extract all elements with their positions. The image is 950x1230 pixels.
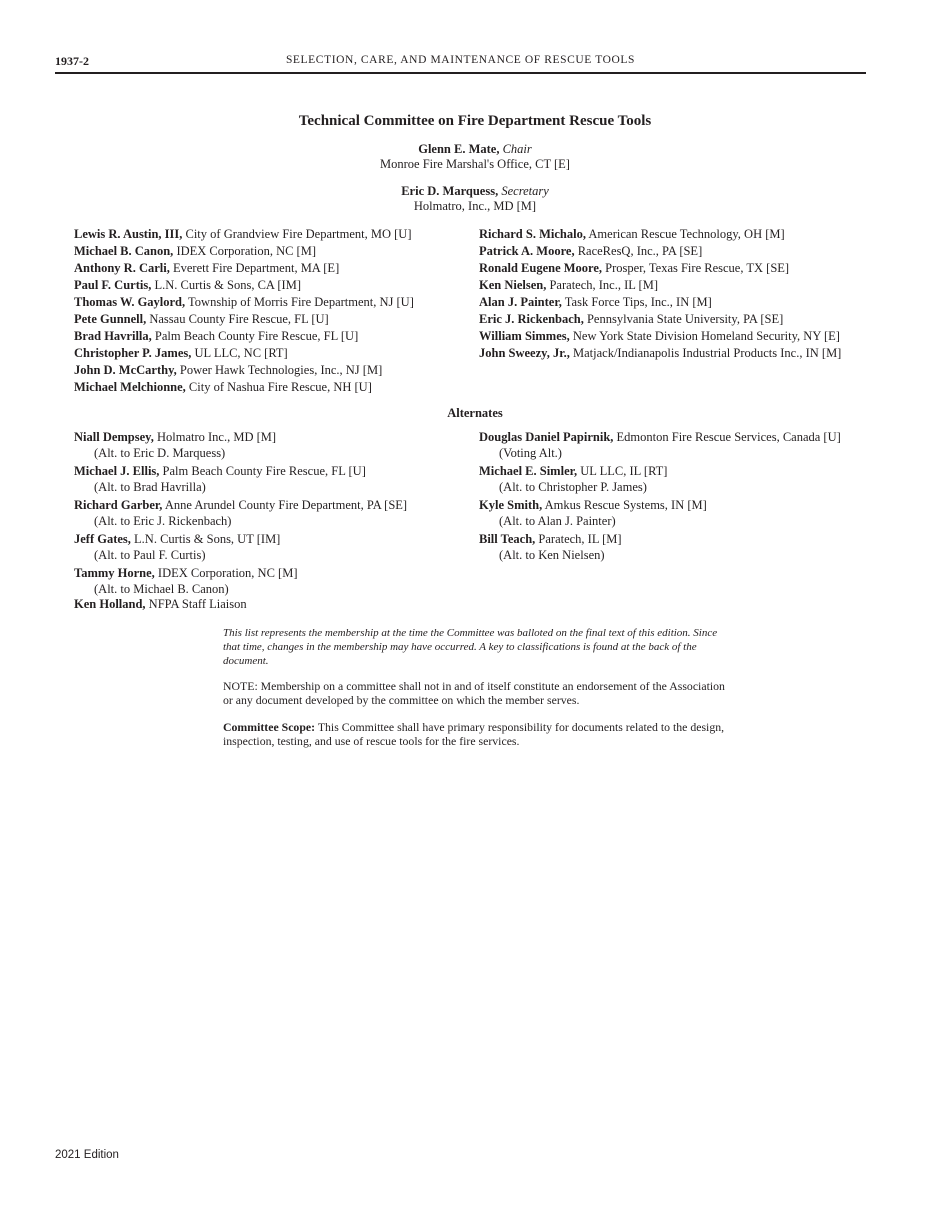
chair-block [0,142,950,172]
member-name: Brad Havrilla, [74,329,152,343]
alternate-name: Michael E. Simler, [479,464,578,478]
member-name: Thomas W. Gaylord, [74,295,186,309]
members-right-column [479,226,849,362]
alternate-name: Douglas Daniel Papirnik, [479,430,614,444]
alternate-affiliation: Anne Arundel County Fire Department, PA [SE] [164,498,408,512]
secretary-role: Secretary [501,184,549,198]
committee-scope [223,720,728,748]
member-affiliation: City of Nashua Fire Rescue, NH [U] [188,380,372,394]
alternate-entry [479,463,849,494]
alternate-for: (Voting Alt.) [499,446,562,460]
staff-liaison-role: NFPA Staff Liaison [148,597,247,611]
member-affiliation: IDEX Corporation, NC [M] [176,244,317,258]
member-affiliation: Township of Morris Fire Department, NJ [U] [188,295,414,309]
footer-edition: 2021 Edition [55,1149,119,1161]
member-name: Christopher P. James, [74,346,192,360]
member-affiliation: Matjack/Indianapolis Industrial Products Inc., IN [M] [573,346,842,360]
member-name: William Simmes, [479,329,570,343]
member-name: Alan J. Painter, [479,295,562,309]
member-affiliation: Pennsylvania State University, PA [SE] [586,312,784,326]
alternate-name: Bill Teach, [479,532,536,546]
secretary-affiliation: Holmatro, Inc., MD [M] [413,199,537,213]
alternate-entry [479,429,849,460]
alternate-name: Richard Garber, [74,498,163,512]
member-entry [479,311,849,328]
staff-liaison-name: Ken Holland, [74,597,146,611]
alternate-entry [74,565,464,596]
chair-affiliation: Monroe Fire Marshal's Office, CT [E] [380,157,570,171]
member-entry [74,277,464,294]
member-name: Eric J. Rickenbach, [479,312,584,326]
member-entry [74,345,464,362]
member-name: Ken Nielsen, [479,278,547,292]
alternate-affiliation: UL LLC, IL [RT] [580,464,668,478]
member-entry [479,277,849,294]
chair-name: Glenn E. Mate, [418,142,500,156]
member-affiliation: L.N. Curtis & Sons, CA [IM] [154,278,301,292]
alternate-for: (Alt. to Paul F. Curtis) [94,548,206,562]
alternate-for: (Alt. to Eric J. Rickenbach) [94,514,232,528]
alternate-name: Tammy Horne, [74,566,155,580]
member-entry [74,243,464,260]
alternate-for: (Alt. to Eric D. Marquess) [94,446,226,460]
scope-text: This Committee shall have primary responsibility for documents related to the design, inspection, testing, and use of rescue tools for the fire services. [223,720,725,748]
member-entry [479,328,849,345]
member-entry [74,362,464,379]
member-name: John D. McCarthy, [74,363,177,377]
member-entry [74,311,464,328]
member-entry [74,260,464,277]
scope-label: Committee Scope: [223,720,316,734]
alternate-for: (Alt. to Alan J. Painter) [499,514,616,528]
running-title: SELECTION, CARE, AND MAINTENANCE OF RESCUE TOOLS [285,54,636,66]
member-affiliation: RaceResQ, Inc., PA [SE] [577,244,703,258]
member-entry [479,345,849,362]
member-affiliation: New York State Division Homeland Security, NY [E] [572,329,840,343]
committee-title: Technical Committee on Fire Department Rescue Tools [298,113,652,129]
secretary-block [0,184,950,214]
alternate-entry [479,531,849,562]
endorsement-note: NOTE: Membership on a committee shall not in and of itself constitute an endorsement of the Association or any document developed by the committee on which the member serves. [223,679,725,707]
member-entry [74,328,464,345]
member-name: Patrick A. Moore, [479,244,575,258]
alternate-affiliation: Holmatro Inc., MD [M] [156,430,277,444]
member-entry [479,226,849,243]
alternate-name: Jeff Gates, [74,532,131,546]
member-affiliation: City of Grandview Fire Department, MO [U] [185,227,412,241]
member-affiliation: Palm Beach County Fire Rescue, FL [U] [154,329,359,343]
member-entry [479,294,849,311]
alternate-affiliation: L.N. Curtis & Sons, UT [IM] [134,532,281,546]
alternate-for: (Alt. to Michael B. Canon) [94,582,229,596]
member-entry [479,260,849,277]
member-affiliation: UL LLC, NC [RT] [194,346,288,360]
secretary-name: Eric D. Marquess, [401,184,499,198]
member-affiliation: Paratech, Inc., IL [M] [549,278,658,292]
alternates-heading: Alternates [447,406,503,420]
member-affiliation: Prosper, Texas Fire Rescue, TX [SE] [605,261,790,275]
member-name: Richard S. Michalo, [479,227,586,241]
alternate-affiliation: Amkus Rescue Systems, IN [M] [544,498,707,512]
member-name: Lewis R. Austin, III, [74,227,183,241]
page-number: 1937-2 [55,54,89,68]
alternate-entry [74,531,464,562]
member-affiliation: American Rescue Technology, OH [M] [588,227,785,241]
alternate-affiliation: Edmonton Fire Rescue Services, Canada [U] [616,430,841,444]
alternate-for: (Alt. to Ken Nielsen) [499,548,605,562]
alternate-entry [74,429,464,460]
member-entry [74,379,464,396]
alternate-name: Niall Dempsey, [74,430,154,444]
members-left-column [74,226,464,396]
member-affiliation: Task Force Tips, Inc., IN [M] [564,295,712,309]
alternate-entry [74,463,464,494]
member-name: Paul F. Curtis, [74,278,152,292]
member-affiliation: Power Hawk Technologies, Inc., NJ [M] [179,363,383,377]
alternate-for: (Alt. to Christopher P. James) [499,480,647,494]
alternate-affiliation: Paratech, IL [M] [538,532,622,546]
member-name: Anthony R. Carli, [74,261,170,275]
member-name: Pete Gunnell, [74,312,147,326]
member-affiliation: Everett Fire Department, MA [E] [172,261,340,275]
member-name: John Sweezy, Jr., [479,346,570,360]
staff-liaison [74,597,247,612]
alternates-right-column [479,429,849,565]
membership-note: This list represents the membership at the time the Committee was balloted on the final text of this edition. Since that time, changes in the membership may have occurred. A key to classifications is found at the back of the document. [223,627,718,667]
member-entry [74,294,464,311]
member-name: Ronald Eugene Moore, [479,261,603,275]
alternate-affiliation: Palm Beach County Fire Rescue, FL [U] [162,464,366,478]
alternate-name: Michael J. Ellis, [74,464,160,478]
member-entry [479,243,849,260]
member-name: Michael B. Canon, [74,244,174,258]
alternates-left-column [74,429,464,599]
alternate-entry [479,497,849,528]
member-entry [74,226,464,243]
alternate-entry [74,497,464,528]
alternate-for: (Alt. to Brad Havrilla) [94,480,206,494]
alternate-name: Kyle Smith, [479,498,543,512]
alternate-affiliation: IDEX Corporation, NC [M] [157,566,298,580]
chair-role: Chair [502,142,532,156]
member-affiliation: Nassau County Fire Rescue, FL [U] [149,312,329,326]
member-name: Michael Melchionne, [74,380,186,394]
page-header [55,54,866,74]
